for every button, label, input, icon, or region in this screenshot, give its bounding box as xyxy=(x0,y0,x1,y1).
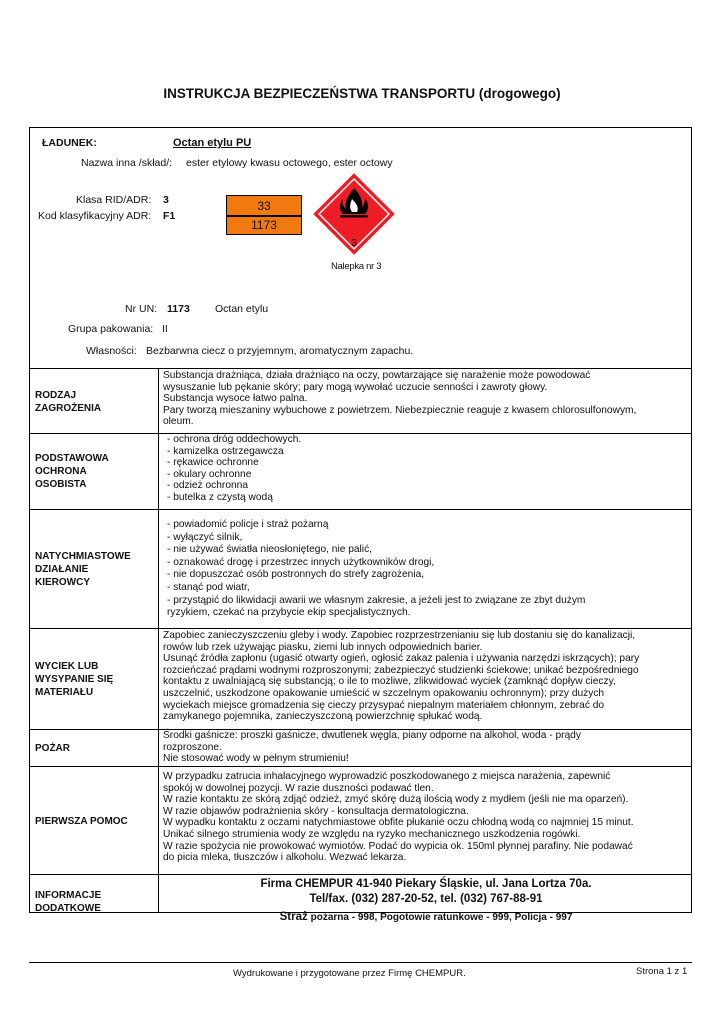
un-label: Nr UN: xyxy=(125,303,158,315)
section-label-spill: WYCIEK LUB WYSYPANIE SIĘ MATERIAŁU xyxy=(35,661,114,698)
flammable-diamond-icon xyxy=(312,172,396,256)
hazard-number: 33 xyxy=(257,199,271,213)
section-label-first-aid: PIERWSZA POMOC xyxy=(35,816,128,827)
footer-page-number: Strona 1 z 1 xyxy=(636,966,688,977)
code-label: Kod klasyfikacyjny ADR: xyxy=(38,210,152,222)
section-label-fire: POŻAR xyxy=(35,743,70,754)
other-name-value: ester etylowy kwasu octowego, ester octowy xyxy=(186,157,393,169)
pack-group-value: II xyxy=(162,323,168,335)
other-name-label: Nazwa inna /skład/: xyxy=(81,157,173,169)
properties-label: Własności: xyxy=(86,345,137,357)
section-text-driver-action: - powiadomić policje i straż pożarną - wyłączyć silnik, - nie używać światła nieosłoniętego, nie palić, - oznakować drogę i przestrzec innych użytkowników drogi, - nie dopuszczać osób postronnych do strefy zagrożenia, - stanąć pod wiatr, - przystąpić do likwidacji awarii we własnym zakresie, a jeżeli jest to związane ze zbyt dużym ryzykiem, czekać na przybycie ekip specjalistycznych. xyxy=(167,519,586,619)
section-label-additional: INFORMACJE DODATKOWE xyxy=(35,890,102,914)
table-divider xyxy=(29,628,692,629)
section-text-hazard: Substancja drażniąca, działa drażniąco na oczy, powtarzające się narażenie może powodować wysuszanie lub pękanie skóry; pary mogą wywołać uczucie senności i zawroty głowy. Substancja wysoce łatwo palna. Pary tworzą mieszaniny wybuchowe z powietrzem. Niebezpiecznie reaguje z kwasem chlorosulfonowym, oleum. xyxy=(163,370,637,428)
section-label-driver-action: NATYCHMIASTOWE DZIAŁANIE KIEROWCY xyxy=(35,551,131,588)
footer-printed-by: Wydrukowane i przygotowane przez Firmę CHEMPUR. xyxy=(233,968,466,979)
table-divider xyxy=(29,874,692,875)
cargo-label: ŁADUNEK: xyxy=(42,137,97,149)
section-text-first-aid: W przypadku zatrucia inhalacyjnego wyprowadzić poszkodowanego z miejsca narażenia, zapewnić spokój w dowolnej pozycji. W razie duszności podawać tlen. W razie kontaktu ze skórą zdjąć odzież, zmyć skórę dużą ilością wody z mydłem (jeśli nie ma oparzeń). W razie objawów podrażnienia skóry - konsultacja dermatologiczna. W wypadku kontaktu z oczami natychmiastowe obfite płukanie oczu chłodną wodą co najmniej 15 minut. Unikać silnego strumienia wody ze względu na ryzyko mechanicznego uszkodzenia rogówki. W razie spożycia nie prowokować wymiotów. Podać do wypicia ok. 150ml płynnej parafiny. Nie podawać do picia mleka, tłuszczów i alkoholu. Wezwać lekarza. xyxy=(163,771,634,864)
orange-hazard-plate xyxy=(226,195,302,235)
company-name: Firma CHEMPUR 41-940 Piekary Śląskie, ul. Jana Lortza 70a. xyxy=(260,878,592,890)
emergency-numbers: Straż pożarna - 998, Pogotowie ratunkowe - 999, Policja - 997 xyxy=(279,911,573,923)
table-divider xyxy=(29,368,692,369)
cargo-name: Octan etylu PU xyxy=(173,137,252,149)
un-name: Octan etylu xyxy=(215,303,269,315)
section-text-fire: Środki gaśnicze: proszki gaśnicze, dwutlenek węgla, piany odporne na alkohol, woda - prądy rozproszone. Nie stosować wody w pełnym strumieniu! xyxy=(163,730,581,765)
class-value: 3 xyxy=(163,194,169,206)
section-label-hazard: RODZAJ ZAGROŻENIA xyxy=(35,390,102,414)
table-divider xyxy=(29,509,692,510)
section-text-protection: - ochrona dróg oddechowych. - kamizelka ostrzegawcza - rękawice ochronne - okulary ochronne - odzież ochronna - butelka z czystą wodą xyxy=(167,434,302,503)
table-column-divider xyxy=(158,368,159,913)
pack-group-label: Grupa pakowania: xyxy=(68,323,154,335)
footer-divider xyxy=(29,962,692,963)
class-label: Klasa RID/ADR: xyxy=(76,194,152,206)
properties-value: Bezbarwna ciecz o przyjemnym, aromatycznym zapachu. xyxy=(146,345,414,357)
svg-text:3: 3 xyxy=(351,238,357,249)
un-value: 1173 xyxy=(167,303,190,315)
company-phones: Tel/fax. (032) 287-20-52, tel. (032) 767-88-91 xyxy=(309,893,543,905)
table-divider xyxy=(29,766,692,767)
code-value: F1 xyxy=(163,210,176,222)
section-text-spill: Zapobiec zanieczyszczeniu gleby i wody. Zapobiec rozprzestrzenianiu się lub dostaniu się do kanalizacji, rowów lub rzek używając piasku, ziemi lub innych odpowiednich barier. Usunąć źródła zapłonu (ugasić otwarty ogień, ogłosić zakaz palenia i używania narzędzi iskrzących); pary rozcieńczać prądami wodnymi rozproszonymi; zabezpieczyć studzienki ściekowe; unikać bezpośredniego kontaktu z uwalniającą się substancją; o ile to możliwe, zlikwidować wyciek (zamknąć dopływ cieczy, uszczelnić, uszkodzone opakowanie umieścić w szczelnym opakowaniu ochronnym); przy dużych wyciekach miejsce gromadzenia się cieczy przysypać niepalnym materiałem chłonnym, zebrać do zamykanego pojemnika, zanieczyszczoną powierzchnię spłukać wodą. xyxy=(163,630,640,723)
section-label-protection: PODSTAWOWA OCHRONA OSOBISTA xyxy=(35,453,109,490)
label-caption: Nalepka nr 3 xyxy=(331,261,382,272)
plate-un-number: 1173 xyxy=(251,218,277,232)
page-title: INSTRUKCJA BEZPIECZEŃSTWA TRANSPORTU (drogowego) xyxy=(163,86,561,101)
